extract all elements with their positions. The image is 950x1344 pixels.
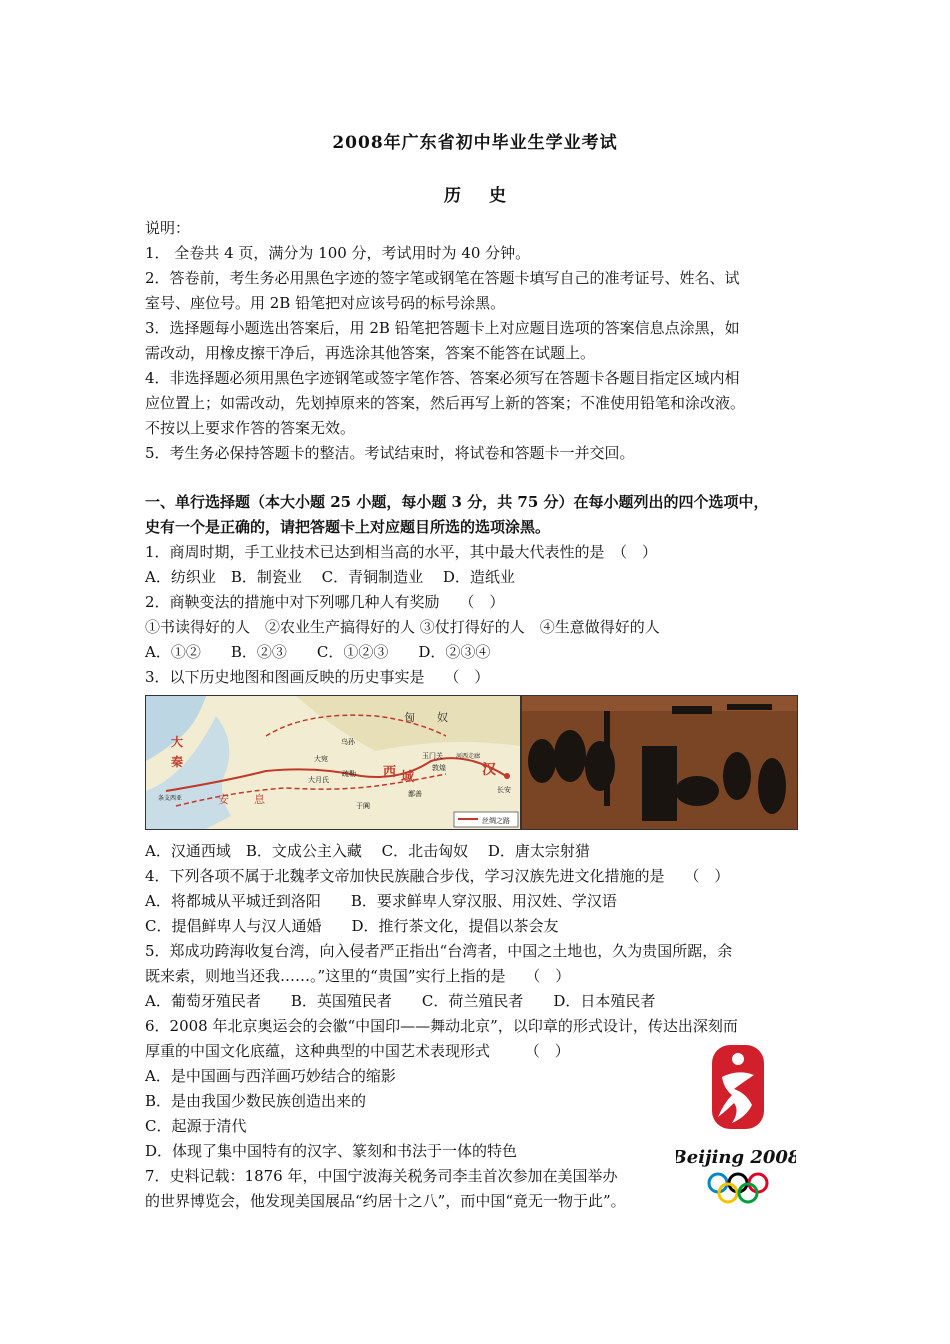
olympic-ring [729, 1174, 747, 1192]
map-label-yu: 域 [401, 770, 415, 785]
question-line: 既来索，则地当还我……。”这里的“贵国”实行上指的是 （ ） [145, 967, 571, 985]
olympic-ring [739, 1184, 757, 1202]
instructions-label: 说明： [145, 219, 191, 237]
map-label-xiongnu: 匈 奴 [404, 711, 448, 724]
question-line: D．体现了集中国特有的汉字、篆刻和书法于一体的特色 [145, 1142, 518, 1160]
map-label-xi: 西 [383, 765, 397, 780]
map-label-dayuezhi: 大月氏 [308, 776, 329, 784]
map-label-dunhuang: 敦煌 [432, 764, 446, 772]
question-line: 3．以下历史地图和图画反映的历史事实是 （ ） [145, 668, 490, 686]
question-line: 4．下列各项不属于北魏孝文帝加快民族融合步伐，学习汉族先进文化措施的是 （ ） [145, 867, 730, 885]
question-line: A．汉通西域 B．文成公主入藏 C．北击匈奴 D．唐太宗射猎 [145, 842, 590, 860]
map-label-tiaozhi: 条支西亚 [158, 795, 183, 802]
instruction-line: 4．非选择题必须用黑色字迹钢笔或签字笔作答、答案必须写在答题卡各题目指定区域内相 [145, 369, 740, 387]
question-line: B．是由我国少数民族创造出来的 [145, 1092, 367, 1110]
map-label-yumenguan: 玉门关 [422, 752, 443, 760]
map-graphic [146, 696, 520, 829]
question-line: C．提倡鲜卑人与汉人通婚 D．推行茶文化，提倡以茶会友 [145, 917, 559, 935]
map-label-daqin: 大 [171, 735, 184, 749]
subject-char: 历 [444, 186, 461, 206]
map-legend-label: 丝绸之路 [482, 817, 510, 825]
question-line: A．是中国画与西洋画巧妙结合的缩影 [145, 1067, 396, 1085]
question-line: 的世界博览会，他发现美国展品“约居十之八”，而中国“竟无一物于此”。 [145, 1192, 626, 1210]
map-label-anxi: 安 [218, 793, 229, 806]
olympic-ring [749, 1174, 767, 1192]
question-line: 厚重的中国文化底蕴，这种典型的中国艺术表现形式 （ ） [145, 1042, 570, 1060]
instruction-line: 1． 全卷共 4 页，满分为 100 分，考试用时为 40 分钟。 [145, 244, 531, 262]
map-label-wusun: 乌孙 [341, 738, 355, 746]
subject-char: 史 [489, 186, 506, 206]
beijing-2008-logo [676, 1043, 796, 1213]
map-label-anxi: 息 [254, 793, 265, 806]
mural-painting [521, 695, 798, 830]
olympic-rings [709, 1174, 767, 1202]
map-label-shanshan: 鄯善 [408, 790, 422, 798]
mural-graphic [522, 696, 797, 829]
instruction-line: 室号、座位号。用 2B 铅笔把对应该号码的标号涂黑。 [145, 294, 506, 312]
question-line: A．葡萄牙殖民者 B．英国殖民者 C．荷兰殖民者 D．日本殖民者 [145, 992, 656, 1010]
silk-road-map [145, 695, 521, 830]
instruction-line: 不按以上要求作答的答案无效。 [145, 419, 356, 437]
question-line: 6．2008 年北京奥运会的会徽“中国印——舞动北京”，以印章的形式设计，传达出深刻而 [145, 1017, 738, 1035]
map-label-shule: 疏勒 [342, 770, 356, 778]
map-label-daqin: 秦 [171, 755, 184, 769]
instruction-line: 3．选择题每小题选出答案后，用 2B 铅笔把答题卡上对应题目选项的答案信息点涂黑，如 [145, 319, 740, 337]
logo-text: Beijing 2008 [676, 1147, 796, 1168]
instruction-line: 应位置上；如需改动，先划掉原来的答案，然后再写上新的答案；不准使用铅笔和涂改液。 [145, 394, 746, 412]
question-line: 2．商鞅变法的措施中对下列哪几种人有奖励 （ ） [145, 593, 505, 611]
question-line: 5．郑成功跨海收复台湾，向入侵者严正指出“台湾者，中国之土地也，久为贵国所踞，余 [145, 942, 733, 960]
question-line: C．起源于清代 [145, 1117, 247, 1135]
question-line: ①书读得好的人 ②农业生产搞得好的人 ③仗打得好的人 ④生意做得好的人 [145, 618, 660, 636]
instruction-line: 需改动，用橡皮擦干净后，再选涂其他答案，答案不能答在试题上。 [145, 344, 596, 362]
question-line: A．将都城从平城迁到洛阳 B．要求鲜卑人穿汉服、用汉姓、学汉语 [145, 892, 617, 910]
question-line: A．①② B．②③ C．①②③ D．②③④ [145, 643, 491, 661]
instruction-line: 5．考生务必保持答题卡的整洁。考试结束时，将试卷和答题卡一并交回。 [145, 444, 635, 462]
subject-title [0, 181, 950, 206]
question-line: 7．史料记载：1876 年，中国宁波海关税务司李圭首次参加在美国举办 [145, 1167, 618, 1185]
map-label-hexi: 河西走廊 [456, 753, 481, 760]
question-line: 1．商周时期，手工业技术已达到相当高的水平，其中最大代表性的是 （ ） [145, 543, 658, 561]
seal-head [732, 1053, 744, 1065]
section-heading: 史有一个是正确的，请把答题卡上对应题目所选的选项涂黑。 [145, 518, 551, 536]
question-line: A．纺织业 B．制瓷业 C．青铜制造业 D．造纸业 [145, 568, 515, 586]
instruction-line: 2．答卷前，考生务必用黑色字迹的签字笔或钢笔在答题卡填写自己的准考证号、姓名、试 [145, 269, 740, 287]
map-label-han: 汉 [482, 762, 496, 778]
exam-title: 2008年广东省初中毕业生学业考试 [332, 133, 618, 153]
olympic-emblem [676, 1043, 796, 1213]
olympic-ring [709, 1174, 727, 1192]
changan-dot [504, 773, 510, 779]
map-label-changan: 长安 [497, 786, 511, 794]
map-label-dawan: 大宛 [314, 755, 328, 763]
map-label-yutian: 于阗 [356, 802, 370, 810]
section-heading: 一、单行选择题（本大小题 25 小题，每小题 3 分，共 75 分）在每小题列出的四个选项中， [145, 493, 769, 511]
olympic-ring [719, 1184, 737, 1202]
